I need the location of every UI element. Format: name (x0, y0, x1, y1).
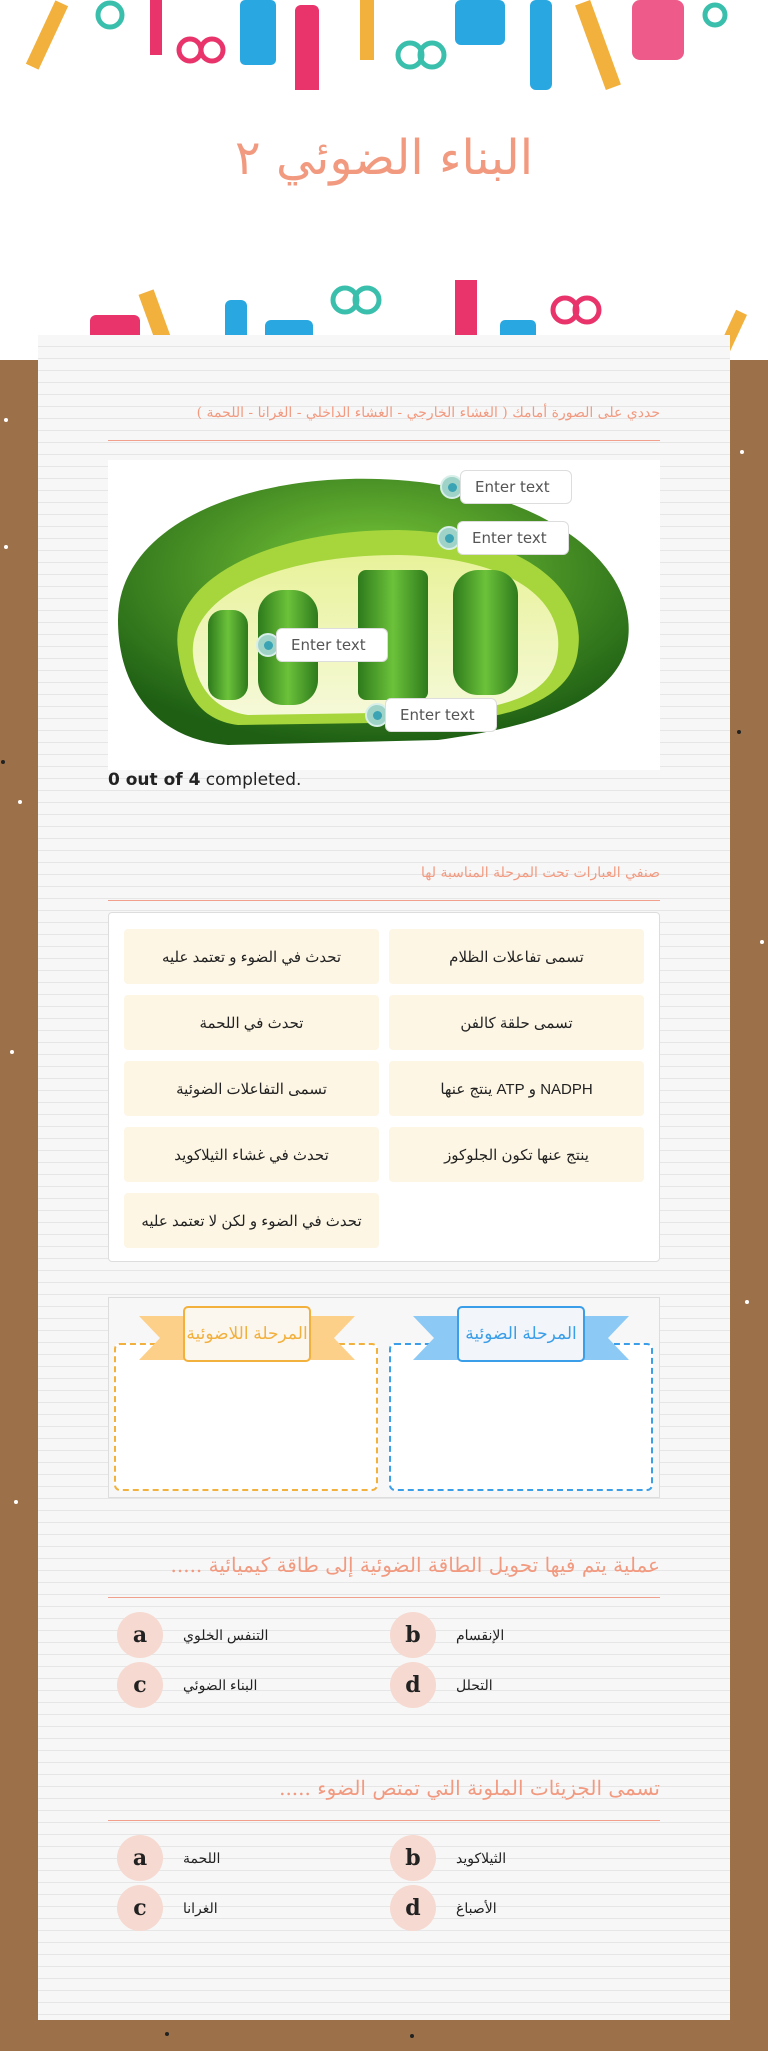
category-label: المرحلة الضوئية (457, 1306, 585, 1362)
option-d[interactable] (390, 1662, 493, 1708)
background-dot (18, 800, 22, 804)
option-text: الأصباغ (456, 1899, 497, 1916)
progress-count: 0 out of 4 (108, 770, 201, 790)
option-c[interactable] (117, 1885, 218, 1931)
label-input-2[interactable] (457, 521, 569, 555)
background-dot (760, 940, 764, 944)
draggable-card[interactable]: تسمى حلقة كالفن (389, 995, 644, 1050)
divider (108, 900, 660, 901)
draggable-card[interactable]: تحدث في الضوء و لكن لا تعتمد عليه (124, 1193, 379, 1248)
categories-container (108, 1297, 660, 1498)
draggable-card[interactable]: تحدث في الضوء و تعتمد عليه (124, 929, 379, 984)
draggable-card[interactable]: تحدث في اللحمة (124, 995, 379, 1050)
option-text: الثيلاكويد (456, 1849, 507, 1866)
sortable-items-container (108, 912, 660, 1262)
page-title: البناء الضوئي ٢ (234, 130, 534, 186)
option-text: التنفس الخلوي (183, 1626, 269, 1643)
option-letter: c (117, 1885, 163, 1931)
draggable-card[interactable]: تسمى تفاعلات الظلام (389, 929, 644, 984)
option-text: اللحمة (183, 1849, 221, 1866)
category-header-dark-phase (139, 1306, 355, 1362)
progress-text (108, 770, 301, 790)
option-letter: c (117, 1662, 163, 1708)
option-text: التحلل (456, 1676, 493, 1693)
background-dot (4, 418, 8, 422)
background-dot (1, 760, 5, 764)
background-dot (745, 1300, 749, 1304)
label-input-3[interactable] (276, 628, 388, 662)
option-b[interactable] (390, 1835, 506, 1881)
label-input-1[interactable] (460, 470, 572, 504)
option-letter: a (117, 1835, 163, 1881)
option-text: البناء الضوئي (183, 1676, 258, 1693)
drop-zone-dark-phase[interactable] (114, 1343, 378, 1491)
label-input-4[interactable] (385, 698, 497, 732)
draggable-card[interactable]: NADPH و ATP ينتج عنها (389, 1061, 644, 1116)
option-letter: b (390, 1835, 436, 1881)
progress-suffix: completed. (200, 770, 302, 790)
header-banner (0, 0, 768, 360)
question-2-title: صنفي العبارات تحت المرحلة المناسبة لها (421, 865, 660, 881)
question-4-title: تسمى الجزيئات الملونة التي تمتص الضوء ..... (279, 1776, 660, 1800)
option-b[interactable] (390, 1612, 504, 1658)
background-dot (14, 1500, 18, 1504)
option-letter: d (390, 1662, 436, 1708)
divider (108, 440, 660, 441)
background-dot (165, 2032, 169, 2036)
divider (108, 1597, 660, 1598)
background-dot (410, 2034, 414, 2038)
label-hotspot-4[interactable] (365, 698, 497, 732)
background-dot (4, 545, 8, 549)
category-header-light-phase (413, 1306, 629, 1362)
option-a[interactable] (117, 1835, 220, 1881)
option-d[interactable] (390, 1885, 497, 1931)
draggable-card[interactable]: تسمى التفاعلات الضوئية (124, 1061, 379, 1116)
option-text: الغرانا (183, 1899, 218, 1916)
draggable-card[interactable]: ينتج عنها تكون الجلوكوز (389, 1127, 644, 1182)
label-hotspot-1[interactable] (440, 470, 572, 504)
background-dot (740, 450, 744, 454)
option-a[interactable] (117, 1612, 268, 1658)
option-c[interactable] (117, 1662, 257, 1708)
school-supplies-decoration-top (0, 0, 768, 90)
label-hotspot-3[interactable] (256, 628, 388, 662)
question-3-title: عملية يتم فيها تحويل الطاقة الضوئية إلى طاقة كيميائية ..... (170, 1553, 660, 1577)
draggable-card[interactable]: تحدث في غشاء الثيلاكويد (124, 1127, 379, 1182)
question-1-title: حددي على الصورة أمامك ( الغشاء الخارجي - الغشاء الداخلي - الغرانا - اللحمة ) (196, 405, 660, 421)
category-label: المرحلة اللاضوئية (183, 1306, 311, 1362)
background-dot (737, 730, 741, 734)
background-dot (10, 1050, 14, 1054)
option-letter: a (117, 1612, 163, 1658)
drop-zone-light-phase[interactable] (389, 1343, 653, 1491)
option-letter: d (390, 1885, 436, 1931)
option-letter: b (390, 1612, 436, 1658)
option-text: الإنقسام (456, 1626, 505, 1643)
divider (108, 1820, 660, 1821)
label-hotspot-2[interactable] (437, 521, 569, 555)
